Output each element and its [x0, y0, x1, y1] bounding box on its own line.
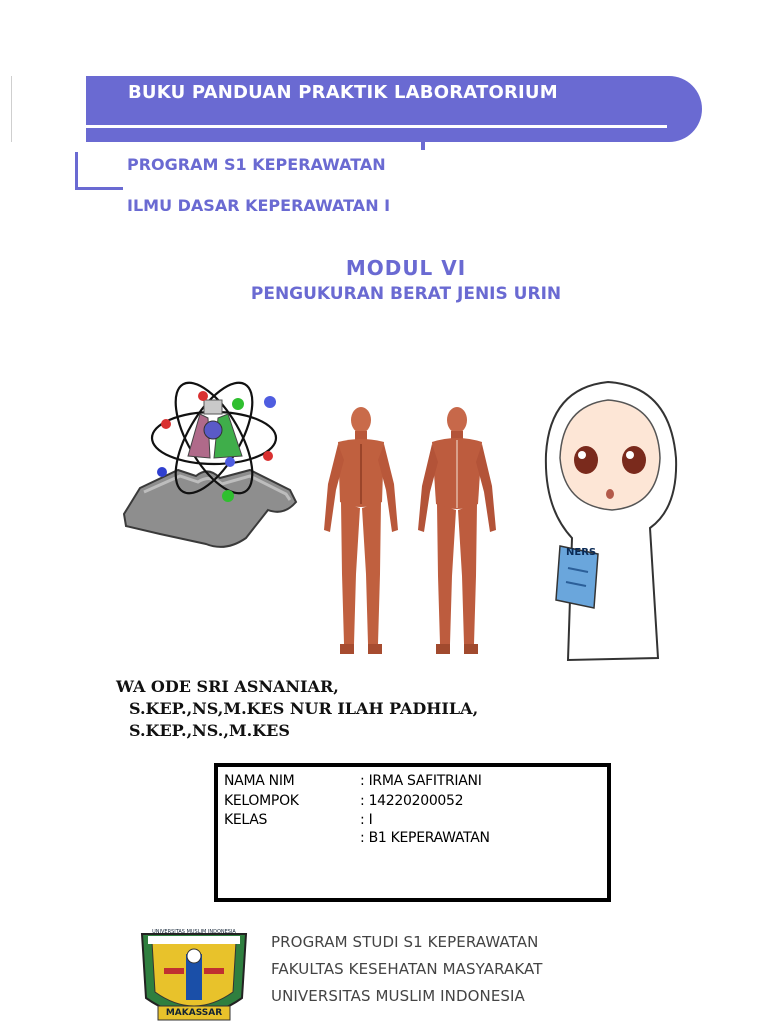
banner-divider	[86, 125, 667, 128]
footer-faculty: FAKULTAS KESEHATAN MASYARAKAT	[271, 960, 543, 978]
authors-block	[116, 676, 478, 742]
banner-tick	[421, 142, 425, 150]
author-line: S.KEP.,NS,M.KES NUR ILAH PADHILA,	[129, 699, 479, 718]
module-subtitle: PENGUKURAN BERAT JENIS URIN	[250, 284, 562, 304]
value-nim: : 14220200052	[360, 793, 464, 809]
corner-bracket-horizontal	[75, 187, 123, 190]
module-number: MODUL VI	[345, 256, 467, 280]
anatomy-figure-front	[320, 404, 402, 662]
left-margin-rule	[11, 76, 12, 142]
program-name: PROGRAM S1 KEPERAWATAN	[127, 155, 386, 174]
label-kelompok: KELOMPOK	[224, 793, 299, 809]
value-kelas: : B1 KEPERAWATAN	[360, 830, 490, 846]
anatomy-figure-back	[414, 404, 500, 662]
logo-bottom-text: MAKASSAR	[165, 1008, 223, 1018]
author-line: WA ODE SRI ASNANIAR,	[116, 677, 339, 696]
author-line: S.KEP.,NS.,M.KES	[129, 721, 290, 740]
logo-ring-text: UNIVERSITAS MUSLIM INDONESIA	[152, 929, 236, 935]
student-info-box	[214, 763, 611, 902]
label-kelas: KELAS	[224, 812, 268, 828]
footer-program: PROGRAM STUDI S1 KEPERAWATAN	[271, 933, 539, 951]
label-nama-nim: NAMA NIM	[224, 773, 295, 789]
nurse-book-label: NERS	[566, 547, 597, 558]
course-name: ILMU DASAR KEPERAWATAN I	[127, 196, 391, 215]
footer-university: UNIVERSITAS MUSLIM INDONESIA	[271, 987, 525, 1005]
atom-puzzle-illustration	[118, 366, 303, 566]
corner-bracket-vertical	[75, 152, 78, 190]
value-kelompok: : I	[360, 812, 373, 828]
nurse-cartoon-illustration	[538, 378, 680, 670]
book-title: BUKU PANDUAN PRAKTIK LABORATORIUM	[128, 82, 558, 103]
value-name: : IRMA SAFITRIANI	[360, 773, 482, 789]
